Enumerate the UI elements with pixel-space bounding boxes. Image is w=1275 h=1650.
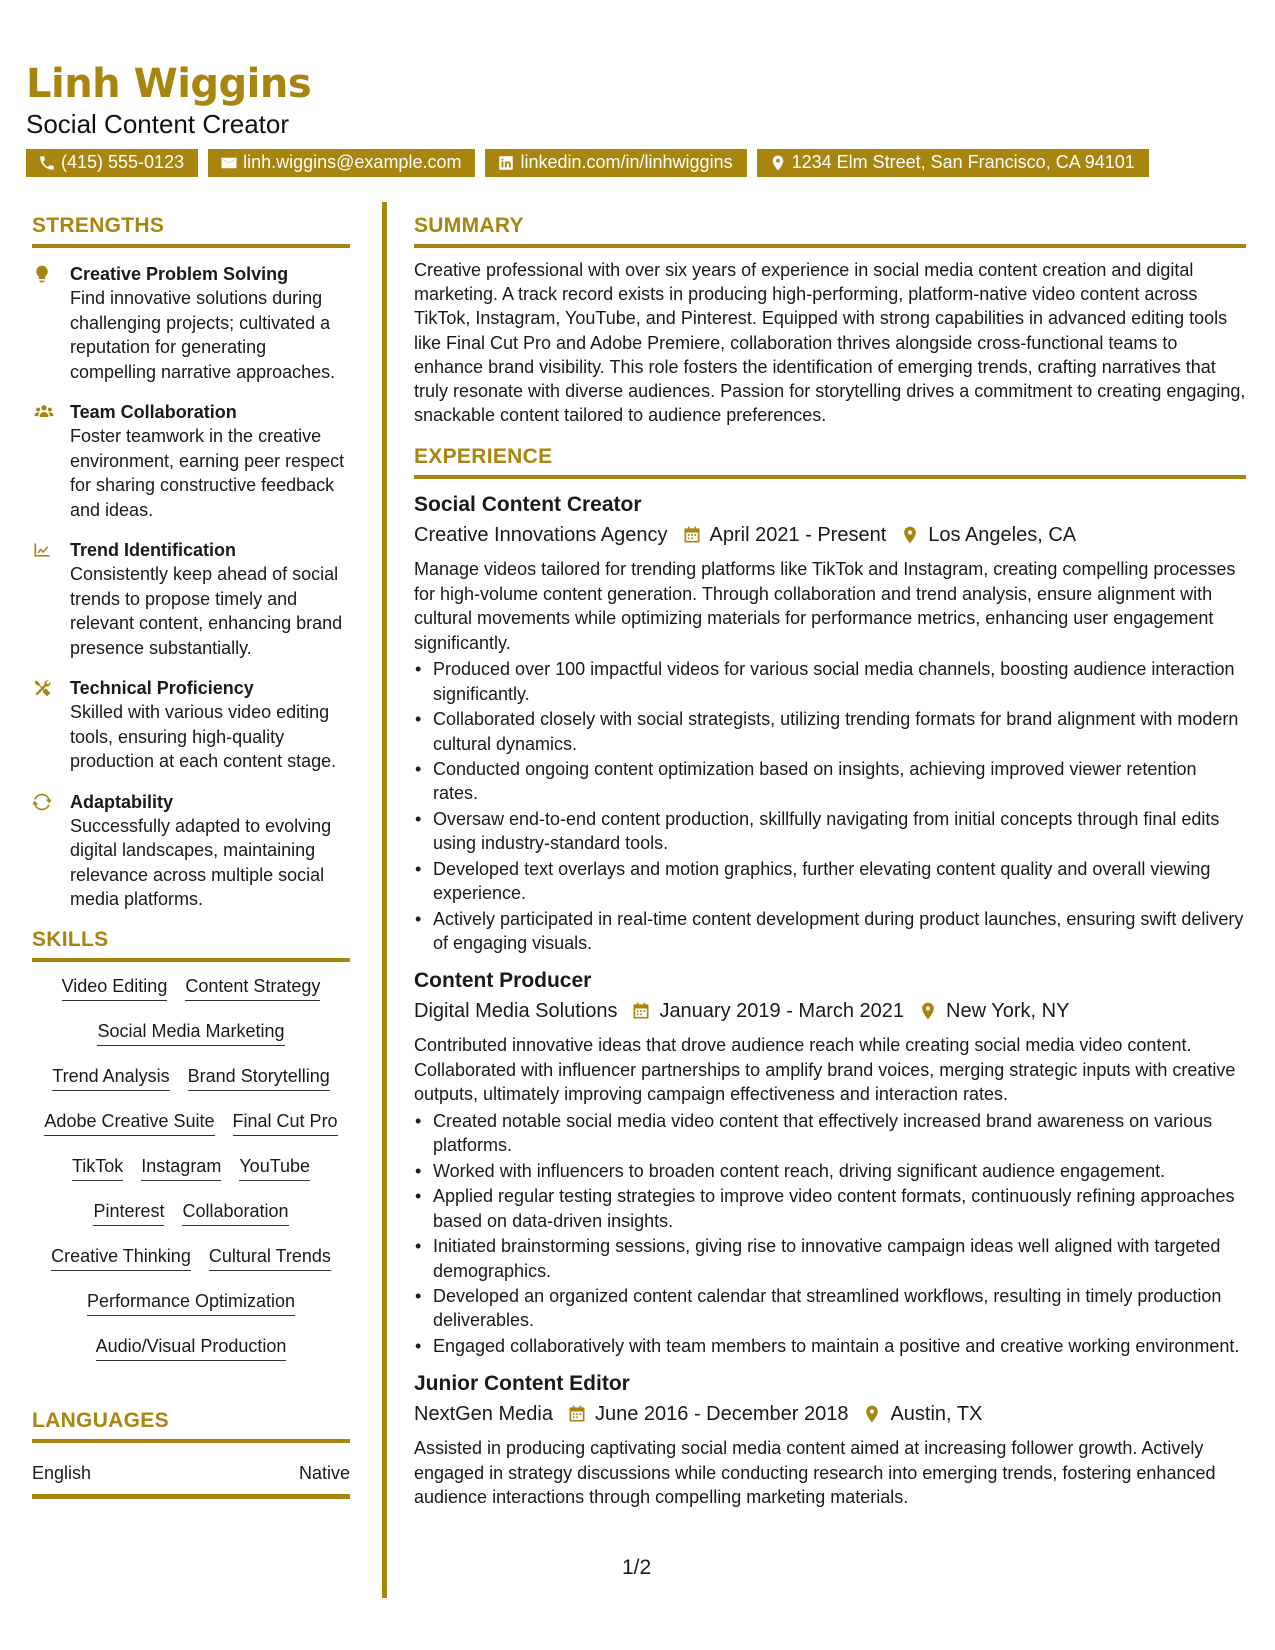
chart-line-icon [32,540,52,560]
resume-header [26,62,1256,177]
contact-linkedin[interactable] [485,149,746,177]
job-bullet: • Created notable social media video content that effectively increased brand awareness on various platforms. [414,1109,1246,1157]
strength-desc: Successfully adapted to evolving digital landscapes, maintaining relevance across multiple social media platforms. [70,815,332,909]
language-row [32,1463,350,1499]
job-meta [414,1400,1246,1428]
skill-row [32,1199,350,1244]
map-marker-icon [769,154,787,172]
strength-title: Team Collaboration [70,402,237,422]
job-company: NextGen Media [414,1403,553,1426]
page-number: 1/2 [622,1556,652,1579]
skill-row [32,1109,350,1154]
skill-tag: Adobe Creative Suite [44,1109,214,1136]
languages-section [32,1409,350,1499]
calendar-icon [682,525,702,545]
skill-tag: Brand Storytelling [188,1064,330,1091]
strength-item [32,400,350,522]
skill-row [32,1154,350,1199]
job-meta [414,521,1246,549]
skill-row [32,1244,350,1289]
strength-item [32,538,350,660]
candidate-name: Linh Wiggins [26,61,312,107]
skill-tag: Audio/Visual Production [96,1334,287,1361]
job-dates: April 2021 - Present [709,524,887,547]
strengths-list [32,262,350,912]
summary-text: Creative professional with over six years of experience in social media content creation and digital marketing. A track record exists in producing high-performing, platform-native video content across TikTok, Instagram, YouTube, and Pinterest. Equipped with strong capabilities in advanced editing tools like Final Cut Pro and Adobe Premiere, collaboration thrives alongside cross-functional teams to enhance brand visibility. This role fosters the identification of emerging trends, crafting narratives that truly resonate with diverse audiences. Passion for storytelling drives a commitment to creating engaging, snackable content tailored to audience preferences. [414,260,1246,426]
skill-row [32,1064,350,1109]
experience-section [414,445,1246,1509]
linkedin-icon [497,154,515,172]
skills-heading: SKILLS [32,928,350,962]
job-bullet: • Actively participated in real-time content development during product launches, ensuring swift delivery of engaging visuals. [414,907,1246,955]
left-column [32,214,350,1499]
job-bullet: • Initiated brainstorming sessions, giving rise to innovative campaign ideas well aligned with targeted demographics. [414,1234,1246,1282]
strengths-heading: STRENGTHS [32,214,350,248]
strength-item [32,262,350,384]
strength-title: Creative Problem Solving [70,264,289,284]
contact-phone[interactable] [26,149,198,177]
skills-list [32,974,350,1379]
contact-address[interactable] [757,149,1149,177]
job-dates: January 2019 - March 2021 [659,1000,905,1023]
job-bullets [414,657,1246,955]
skill-tag: TikTok [72,1154,123,1181]
skill-tag: Instagram [141,1154,221,1181]
job-meta [414,997,1246,1025]
strength-desc: Find innovative solutions during challenging projects; cultivated a reputation for generating compelling narrative approaches. [70,288,336,382]
column-divider [382,202,387,1598]
job-bullet: • Conducted ongoing content optimization based on insights, achieving improved viewer retention rates. [414,757,1246,805]
skills-section [32,928,350,1379]
job-bullet: • Collaborated closely with social strategists, utilizing trending formats for brand alignment with modern cultural dynamics. [414,707,1246,755]
job-title: Content Producer [414,969,592,993]
skill-tag: Social Media Marketing [97,1019,284,1046]
address-text: 1234 Elm Street, San Francisco, CA 94101 [791,152,1135,173]
lightbulb-icon [32,264,52,284]
right-column [414,214,1246,1510]
skill-row [32,1019,350,1064]
job-bullet: • Developed an organized content calendar that streamlined workflows, resulting in timely production deliverables. [414,1284,1246,1332]
phone-text: (415) 555-0123 [61,152,185,173]
job-dates: June 2016 - December 2018 [594,1403,849,1426]
skill-tag: Video Editing [62,974,168,1001]
contact-bar [26,149,1256,177]
job-company: Creative Innovations Agency [414,524,668,547]
summary-heading: SUMMARY [414,214,1246,248]
strength-title: Trend Identification [70,540,237,560]
job-title: Junior Content Editor [414,1372,630,1396]
job-description: Manage videos tailored for trending platforms like TikTok and Instagram, creating compelling processes for high-volume content generation. Through collaboration and trend analysis, ensure alignment with cultural movements while optimizing materials for performance metrics, enhancing user engagement significantly. [414,559,1236,653]
job-title: Social Content Creator [414,493,642,517]
job-entry [414,491,1246,955]
skill-row [32,974,350,1019]
tools-icon [32,678,52,698]
skill-tag: YouTube [239,1154,310,1181]
skill-row [32,1289,350,1334]
languages-heading: LANGUAGES [32,1409,350,1443]
job-description: Assisted in producing captivating social media content aimed at increasing follower growth. Actively engaged in strategy discussions while conducting research into emerging trends, fostering enhanced audience interactions through compelling marketing materials. [414,1438,1216,1508]
job-bullets [414,1109,1246,1359]
phone-icon [38,154,56,172]
calendar-icon [567,1404,587,1424]
linkedin-text: linkedin.com/in/linhwiggins [520,152,733,173]
email-text: linh.wiggins@example.com [243,152,462,173]
job-location: New York, NY [946,1000,1070,1023]
language-name: English [32,1462,92,1483]
job-location: Los Angeles, CA [928,524,1077,547]
job-bullet: • Developed text overlays and motion graphics, further elevating content quality and overall viewing experience. [414,857,1246,905]
skill-tag: Cultural Trends [209,1244,331,1271]
strength-desc: Foster teamwork in the creative environment, earning peer respect for sharing constructive feedback and ideas. [70,426,345,520]
strength-title: Technical Proficiency [70,678,254,698]
strength-item [32,676,350,774]
job-bullet: • Engaged collaboratively with team members to maintain a positive and creative working environment. [414,1334,1246,1358]
skill-tag: Creative Thinking [51,1244,191,1271]
candidate-role: Social Content Creator [26,109,290,139]
job-description: Contributed innovative ideas that drove audience reach while creating social media video content. Collaborated with influencer partnerships to amplify brand voices, merging strategic inputs with creative outputs, ultimately improving campaign effectiveness and interaction rates. [414,1035,1236,1105]
refresh-icon [32,792,52,812]
skill-tag: Performance Optimization [87,1289,295,1316]
experience-heading: EXPERIENCE [414,445,1246,479]
job-bullet: • Oversaw end-to-end content production, skillfully navigating from initial concepts through final edits using industry-standard tools. [414,807,1246,855]
job-bullet: • Applied regular testing strategies to improve video content formats, continuously refining approaches based on data-driven insights. [414,1184,1246,1232]
strength-title: Adaptability [70,791,174,812]
job-bullet: • Produced over 100 impactful videos for various social media channels, boosting audience interaction significantly. [414,657,1246,705]
job-entry [414,1370,1246,1510]
job-entry [414,967,1246,1358]
skill-tag: Content Strategy [185,974,320,1001]
job-company: Digital Media Solutions [414,1000,618,1023]
strength-desc: Consistently keep ahead of social trends to propose timely and relevant content, enhancing brand presence substantially. [70,564,343,658]
contact-email[interactable] [208,149,475,177]
map-marker-icon [862,1404,882,1424]
map-marker-icon [918,1001,938,1021]
calendar-icon [631,1001,651,1021]
envelope-icon [220,154,238,172]
skill-tag: Trend Analysis [52,1064,169,1091]
map-marker-icon [900,525,920,545]
language-level: Native [298,1462,350,1483]
users-icon [32,402,56,422]
skill-row [32,1334,350,1379]
skill-tag: Collaboration [182,1199,288,1226]
strength-item [32,790,350,912]
job-bullet: • Worked with influencers to broaden content reach, driving significant audience engagement. [414,1159,1246,1183]
job-location: Austin, TX [890,1403,983,1426]
skill-tag: Final Cut Pro [233,1109,338,1136]
strength-desc: Skilled with various video editing tools, ensuring high-quality production at each content stage. [70,702,337,771]
skill-tag: Pinterest [93,1199,164,1226]
